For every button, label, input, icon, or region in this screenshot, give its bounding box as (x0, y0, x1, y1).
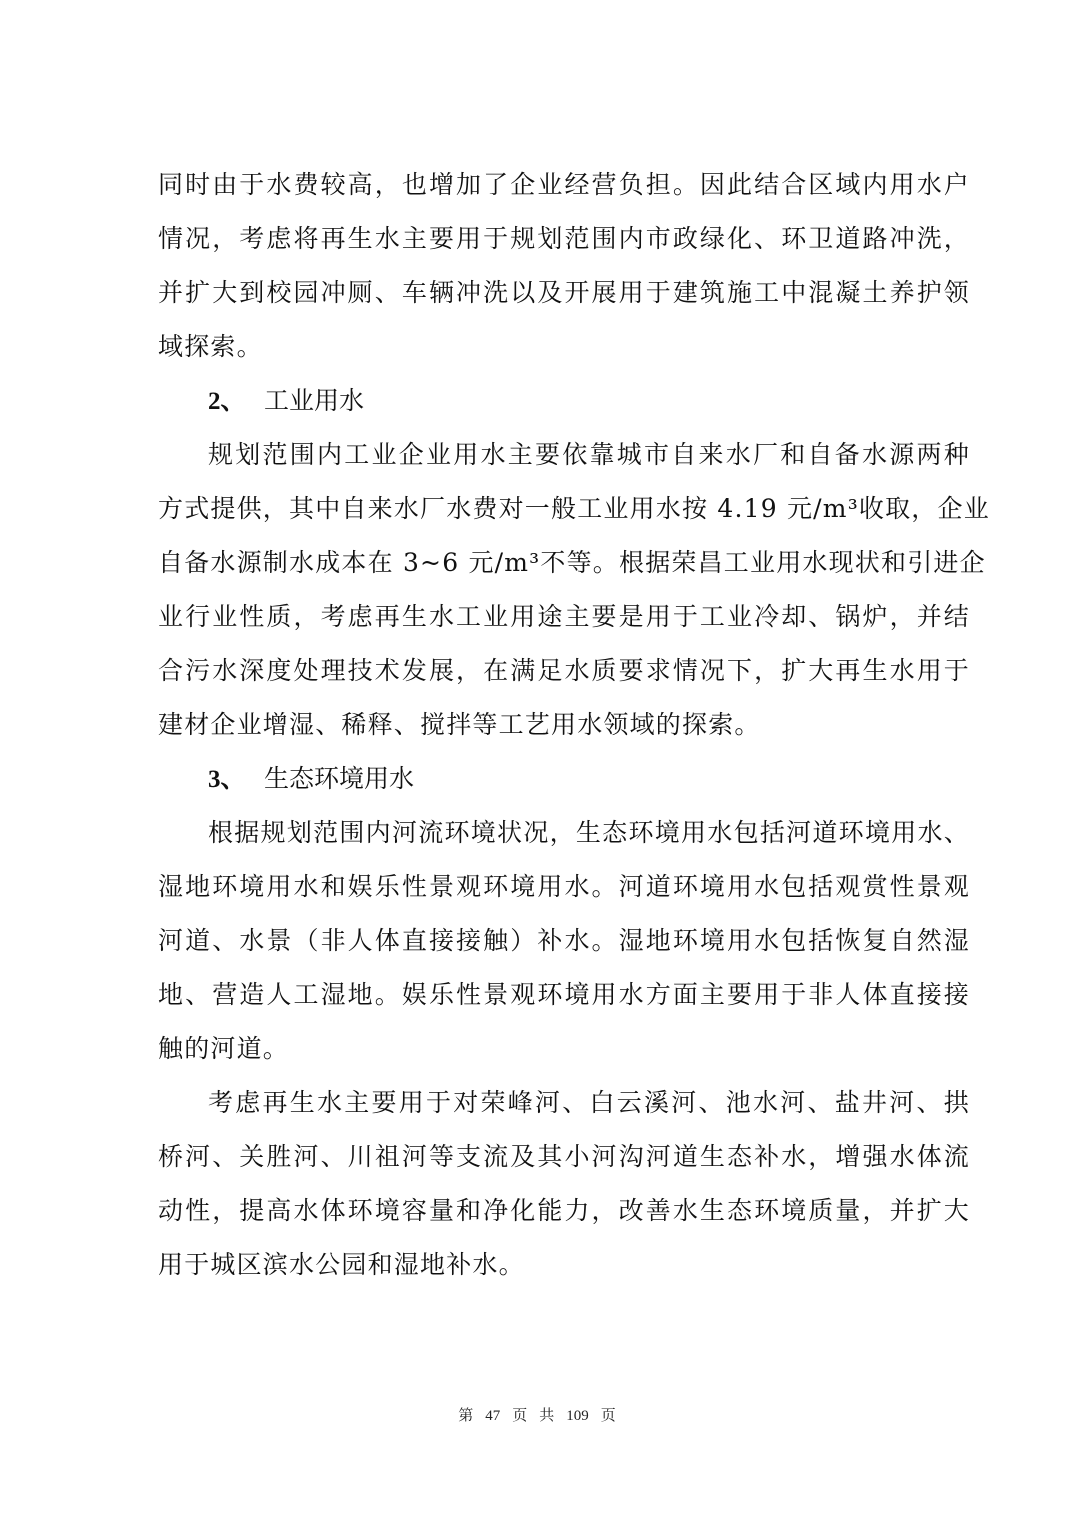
paragraph-line: 域探索。 (158, 332, 263, 361)
paragraph-line: 动性，提高水体环境容量和净化能力，改善水生态环境质量，并扩大 (158, 1196, 970, 1225)
paragraph-line: 考虑再生水主要用于对荣峰河、白云溪河、池水河、盐井河、拱 (208, 1088, 970, 1117)
paragraph-line: 自备水源制水成本在 3~6 元/m³不等。根据荣昌工业用水现状和引进企 (158, 548, 986, 577)
total-page-number: 109 (566, 1408, 589, 1424)
footer-total-word: 共 (539, 1408, 555, 1424)
paragraph-1 (158, 158, 970, 374)
footer-prefix: 第 (458, 1408, 474, 1424)
paragraph-2 (158, 428, 990, 752)
footer-page-word: 页 (512, 1408, 528, 1424)
paragraph-line: 并扩大到校园冲厕、车辆冲洗以及开展用于建筑施工中混凝土养护领 (158, 278, 970, 307)
paragraph-line: 根据规划范围内河流环境状况，生态环境用水包括河道环境用水、 (208, 818, 970, 847)
footer-suffix: 页 (600, 1408, 616, 1424)
section-title: 生态环境用水 (264, 764, 415, 793)
paragraph-line: 情况，考虑将再生水主要用于规划范围内市政绿化、环卫道路冲洗， (158, 224, 970, 253)
paragraph-line: 建材企业增湿、稀释、搅拌等工艺用水领域的探索。 (158, 710, 761, 739)
section-number: 2、 (208, 388, 246, 415)
paragraph-line: 触的河道。 (158, 1034, 290, 1063)
paragraph-line: 地、营造人工湿地。娱乐性景观环境用水方面主要用于非人体直接接 (158, 980, 970, 1009)
paragraph-line: 方式提供，其中自来水厂水费对一般工业用水按 4.19 元/m³收取，企业 (158, 494, 990, 523)
paragraph-line: 用于城区滨水公园和湿地补水。 (158, 1250, 525, 1279)
paragraph-line: 同时由于水费较高，也增加了企业经营负担。因此结合区域内用水户 (158, 170, 970, 199)
paragraph-line: 桥河、关胜河、川祖河等支流及其小河沟河道生态补水，增强水体流 (158, 1142, 970, 1171)
paragraph-line: 河道、水景（非人体直接接触）补水。湿地环境用水包括恢复自然湿 (158, 926, 970, 955)
paragraph-3 (158, 806, 970, 1076)
current-page-number: 47 (485, 1408, 501, 1424)
section-heading-industrial-water (158, 374, 970, 428)
page-footer (0, 1404, 1074, 1425)
paragraph-line: 业行业性质，考虑再生水工业用途主要是用于工业冷却、锅炉，并结 (158, 602, 970, 631)
section-title: 工业用水 (264, 386, 365, 415)
section-heading-ecological-water (158, 752, 970, 806)
page-body (158, 158, 990, 1292)
paragraph-line: 规划范围内工业企业用水主要依靠城市自来水厂和自备水源两种 (208, 440, 970, 469)
paragraph-line: 合污水深度处理技术发展，在满足水质要求情况下，扩大再生水用于 (158, 656, 970, 685)
section-number: 3、 (208, 766, 246, 793)
paragraph-4 (158, 1076, 970, 1292)
paragraph-line: 湿地环境用水和娱乐性景观环境用水。河道环境用水包括观赏性景观 (158, 872, 970, 901)
